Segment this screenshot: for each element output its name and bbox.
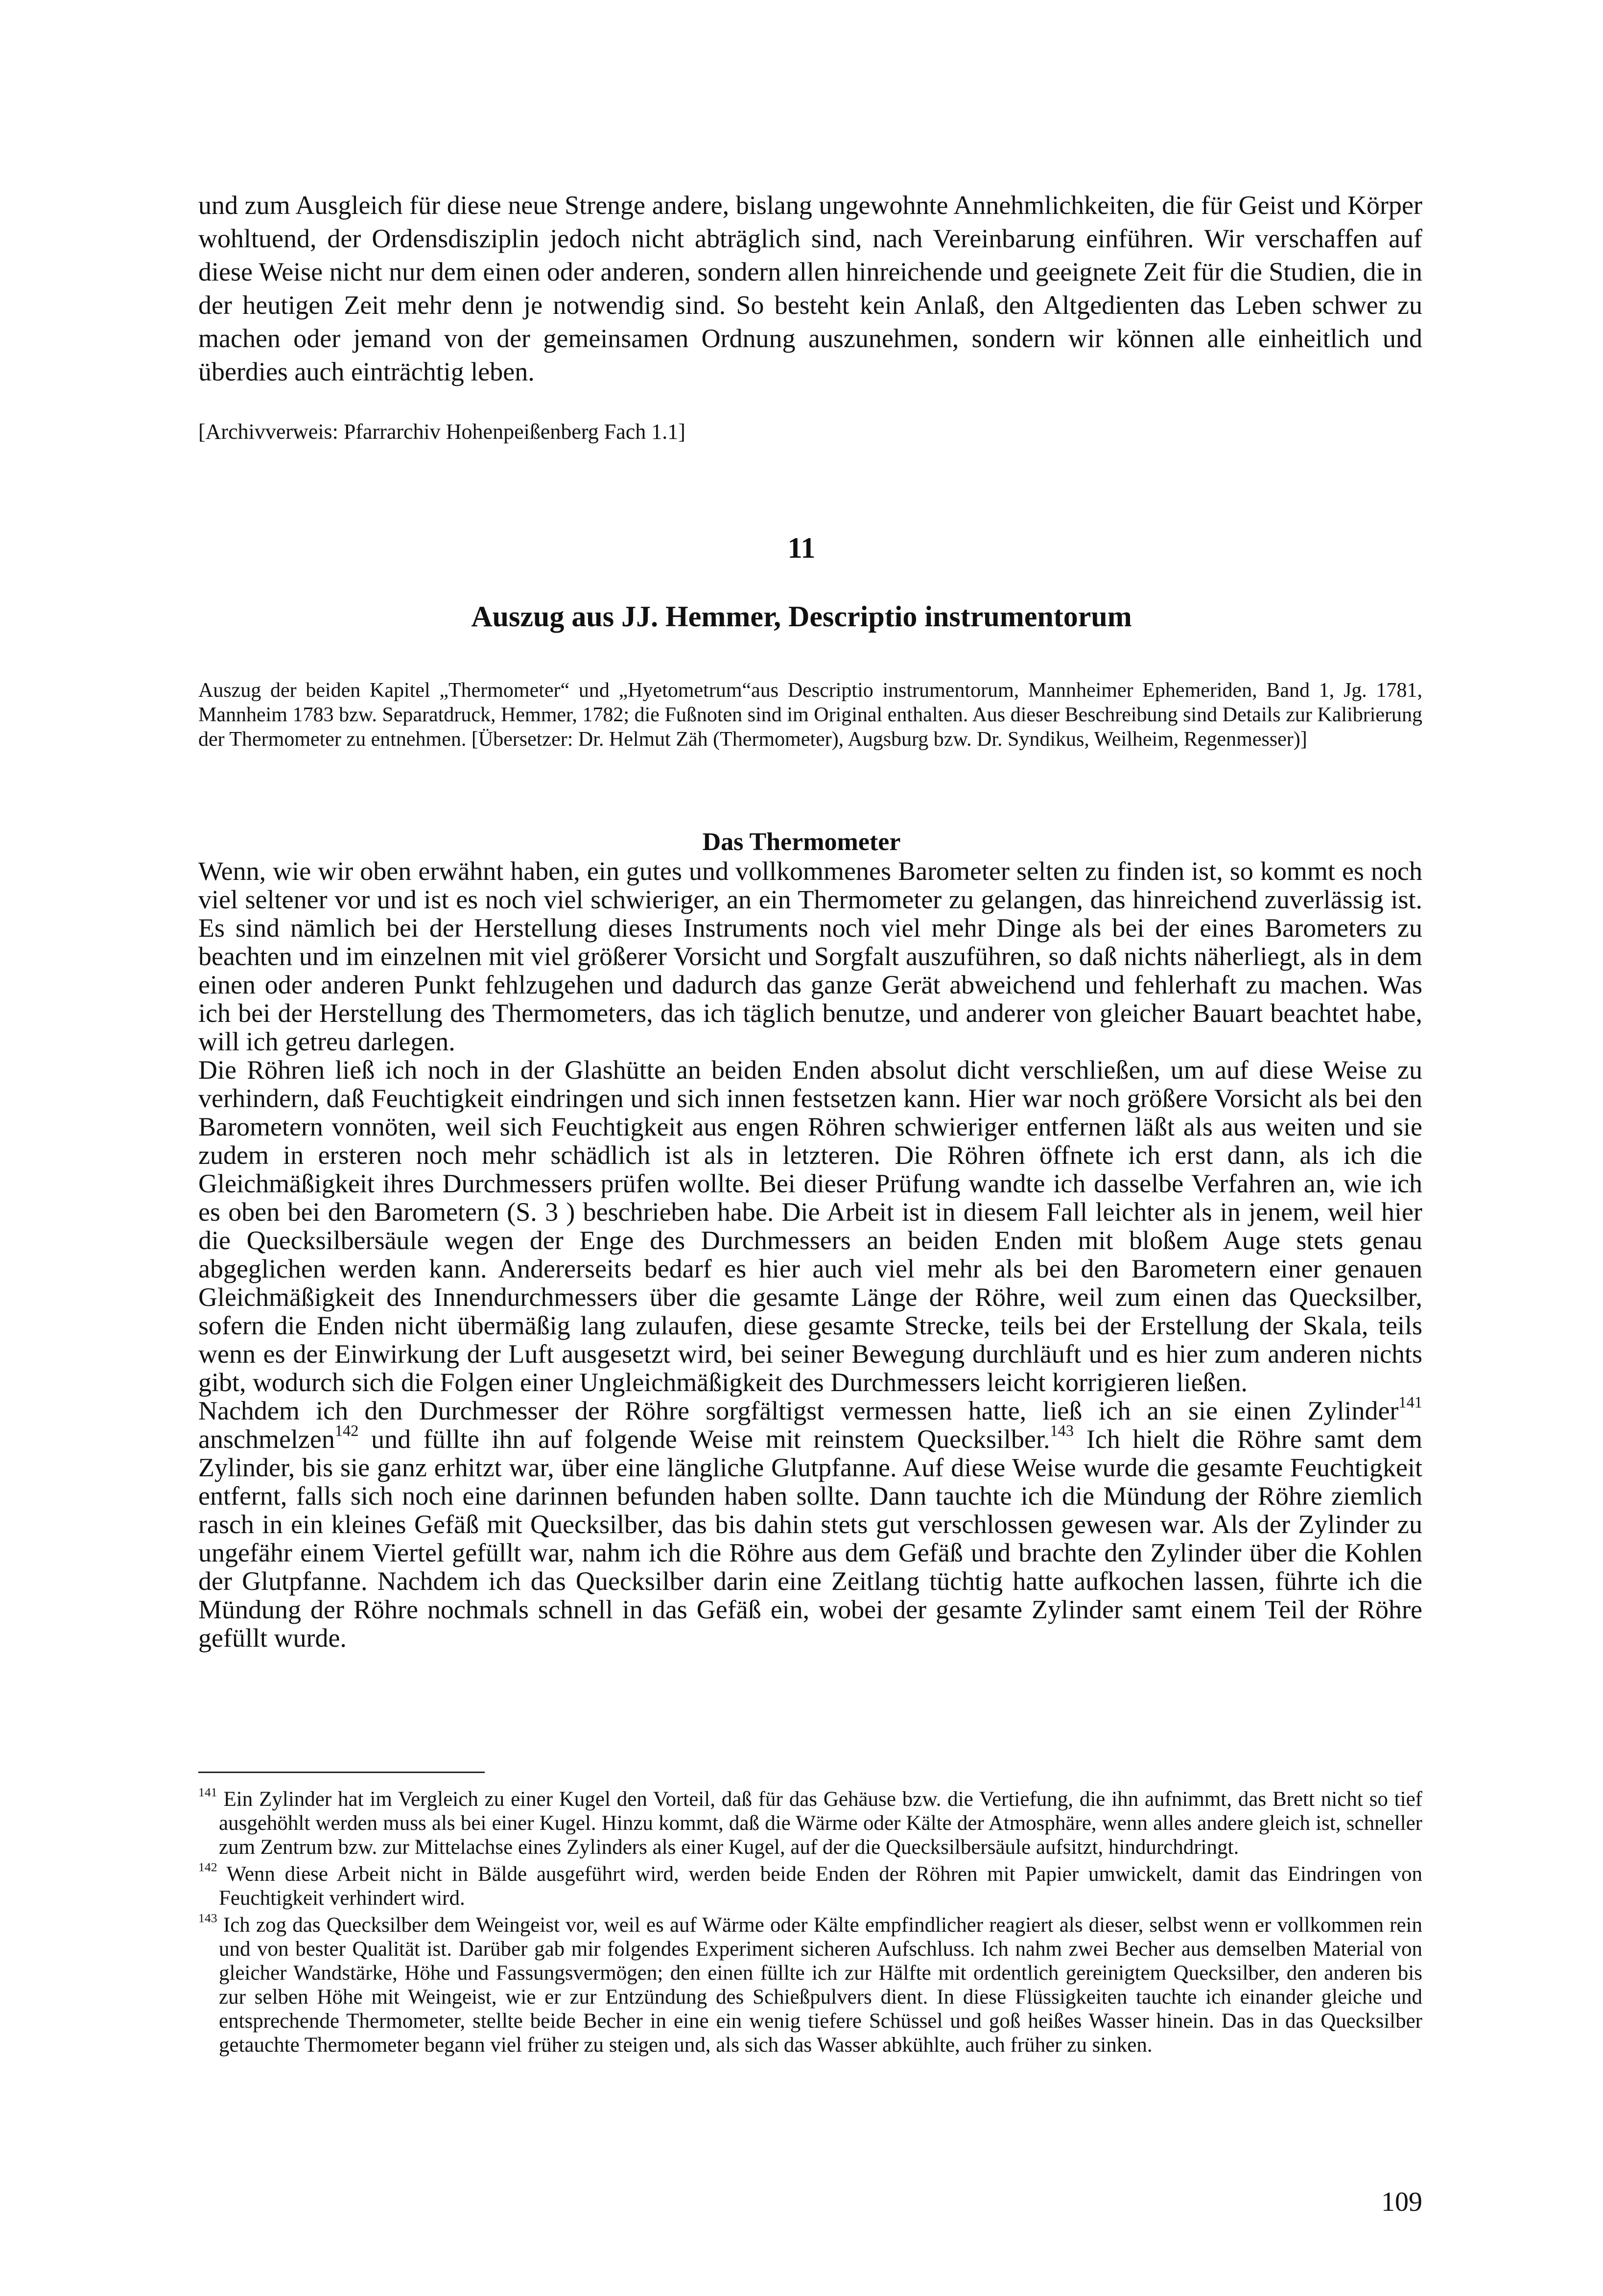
chapter-title: Auszug aus JJ. Hemmer, Descriptio instrumentorum [471,600,1132,633]
intro-paragraph: und zum Ausgleich für diese neue Strenge andere, bislang ungewohnte Annehmlichkeiten, die für Geist und Körper wohltuend, der Ordensdisziplin jedoch nicht abträglich sind, nach Vereinbarung einführen. Wir verschaffen auf diese Weise nicht nur dem einen oder anderen, sondern allen hinreichende und geeignete Zeit für die Studien, die in der heutigen Zeit mehr denn je notwendig sind. So besteht kein Anlaß, den Altgedienten das Leben schwer zu machen oder jemand von der gemeinsamen Ordnung auszunehmen, sondern wir können alle einheitlich und überdies auch einträchtig leben. [198,190,1422,386]
footnote-number: 142 [198,1860,217,1874]
footnote-143 [198,1913,1422,2057]
body-paragraph-3-part-c: und füllte ihn auf folgende Weise mit reinstem Quecksilber. [358,1424,1050,1454]
footnote-142 [198,1862,1422,1910]
section-body [198,857,1422,1652]
body-paragraph-3-part-a: Nachdem ich den Durchmesser der Röhre sorgfältigst vermessen hatte, ließ ich an sie einen Zylinder [198,1396,1399,1425]
footnote-141 [198,1787,1422,1859]
footnote-number: 143 [198,1911,217,1925]
body-paragraph-2: Die Röhren ließ ich noch in der Glashütte an beiden Enden absolut dicht verschließen, um auf diese Weise zu verhindern, daß Feuchtigkeit eindringen und sich innen festsetzen kann. Hier war noch größere Vorsicht als bei den Barometern vonnöten, weil sich Feuchtigkeit aus engen Röhren schwieriger entfernen läßt als aus weiten und sie zudem in ersteren noch mehr schädlich ist als in letzteren. Die Röhren öffnete ich erst dann, als ich die Gleichmäßigkeit ihres Durchmessers prüfen wollte. Bei dieser Prüfung wandte ich dasselbe Verfahren an, wie ich es oben bei den Barometern (S. 3 ) beschrieben habe. Die Arbeit ist in diesem Fall leichter als in jenem, weil hier die Quecksilbersäule wegen der Enge des Durchmessers an beiden Enden mit bloßem Auge stets genau abgeglichen werden kann. Andererseits bedarf es hier auch viel mehr als bei den Barometern einer genauen Gleichmäßigkeit des Innendurchmessers über die gesamte Länge der Röhre, weil zum einen das Quecksilber, sofern die Enden nicht übermäßig lang zulaufen, diese gesamte Strecke, teils bei der Erstellung der Skala, teils wenn es der Einwirkung der Luft ausgesetzt wird, bei seiner Bewegung durchläuft und es hier zum anderen nichts gibt, wodurch sich die Folgen einer Ungleichmäßigkeit des Durchmessers leicht korrigieren ließen. [198,1055,1422,1397]
page-number: 109 [1381,2187,1422,2217]
chapter-note: Auszug der beiden Kapitel „Thermometer“ und „Hyetometrum“aus Descriptio instrumentorum, Mannheimer Ephemeriden, Band 1, Jg. 1781, Mannheim 1783 bzw. Separatdruck, Hemmer, 1782; die Fußnoten sind im Original enthalten. Aus dieser Beschreibung sind Details zur Kalibrierung der Thermometer zu entnehmen. [Übersetzer: Dr. Helmut Zäh (Thermometer), Augsburg bzw. Dr. Syndikus, Weilheim, Regenmesser)] [198,679,1422,751]
body-paragraph-1: Wenn, wie wir oben erwähnt haben, ein gutes und vollkommenes Barometer selten zu finden ist, so kommt es noch viel seltener vor und ist es noch viel schwieriger, an ein Thermometer zu gelangen, das hinreichend zuverlässig ist. Es sind nämlich bei der Herstellung dieses Instruments noch viel mehr Dinge als bei der eines Barometers zu beachten und im einzelnen mit viel größerer Vorsicht und Sorgfalt auszuführen, so daß nichts näherliegt, als in dem einen oder anderen Punkt fehlzugehen und dadurch das ganze Gerät abweichend und fehlerhaft zu machen. Was ich bei der Herstellung des Thermometers, das ich täglich benutze, und anderer von gleicher Bauart beachtet habe, will ich getreu darlegen. [198,856,1422,1056]
footnote-text: Wenn diese Arbeit nicht in Bälde ausgeführt wird, werden beide Enden der Röhren mit Papier umwickelt, damit das Eindringen von Feuchtigkeit verhindert wird. [217,1863,1422,1910]
footnote-text: Ich zog das Quecksilber dem Weingeist vor, weil es auf Wärme oder Kälte empfindlicher reagiert als dieser, selbst wenn er vollkommen rein und von bester Qualität ist. Darüber gab mir folgendes Experiment sicheren Aufschluss. Ich nahm zwei Becher aus demselben Material von gleicher Wandstärke, Höhe und Fassungsvermögen; den einen füllte ich zur Hälfte mit ordentlich gereinigtem Quecksilber, den anderen bis zur selben Höhe mit Weingeist, wie er zur Entzündung des Schießpulvers dient. In diese Flüssigkeiten tauchte ich einander gleiche und entsprechende Thermometer, stellte beide Becher in eine ein wenig tiefere Schüssel und goß heißes Wasser hinein. Das in das Quecksilber getauchte Thermometer begann viel früher zu steigen und, als sich das Wasser abkühlte, auch früher zu sinken. [217,1914,1422,2057]
footnote-divider [198,1772,485,1773]
chapter-number: 11 [787,532,816,564]
archive-reference: [Archivverweis: Pfarrarchiv Hohenpeißenberg Fach 1.1] [198,420,685,444]
footnotes [198,1787,1422,2060]
footnote-ref-141: 141 [1398,1394,1422,1412]
body-paragraph-3-part-b: anschmelzen [198,1424,335,1454]
body-paragraph-3 [198,1394,1423,1653]
footnote-number: 141 [198,1785,217,1799]
section-title: Das Thermometer [702,828,901,856]
body-paragraph-3-part-d: Ich hielt die Röhre samt dem Zylinder, bis sie ganz erhitzt war, über eine längliche Glutpfanne. Auf diese Weise wurde die gesamte Feuchtigkeit entfernt, falls sich noch eine darinnen befunden haben sollte. Dann tauchte ich die Mündung der Röhre ziemlich rasch in ein kleines Gefäß mit Quecksilber, das bis dahin stets gut verschlossen gewesen war. Als der Zylinder zu ungefähr einem Viertel gefüllt war, nahm ich die Röhre aus dem Gefäß und brachte den Zylinder über die Kohlen der Glutpfanne. Nachdem ich das Quecksilber darin eine Zeitlang tüchtig hatte aufkochen lassen, führte ich die Mündung der Röhre nochmals schnell in das Gefäß ein, wobei der gesamte Zylinder samt einem Teil der Röhre gefüllt wurde. [198,1424,1423,1653]
footnote-ref-142: 142 [334,1422,359,1440]
footnote-ref-143: 143 [1050,1422,1074,1440]
footnote-text: Ein Zylinder hat im Vergleich zu einer Kugel den Vorteil, daß für das Gehäuse bzw. die Vertiefung, die ihn aufnimmt, das Brett nicht so tief ausgehöhlt werden muss als bei einer Kugel. Hinzu kommt, daß die Wärme oder Kälte der Atmosphäre, wenn alles andere gleich ist, schneller zum Zentrum bzw. zur Mittelachse eines Zylinders als einer Kugel, auf der die Quecksilbersäule aufsitzt, hindurchdringt. [217,1788,1422,1859]
